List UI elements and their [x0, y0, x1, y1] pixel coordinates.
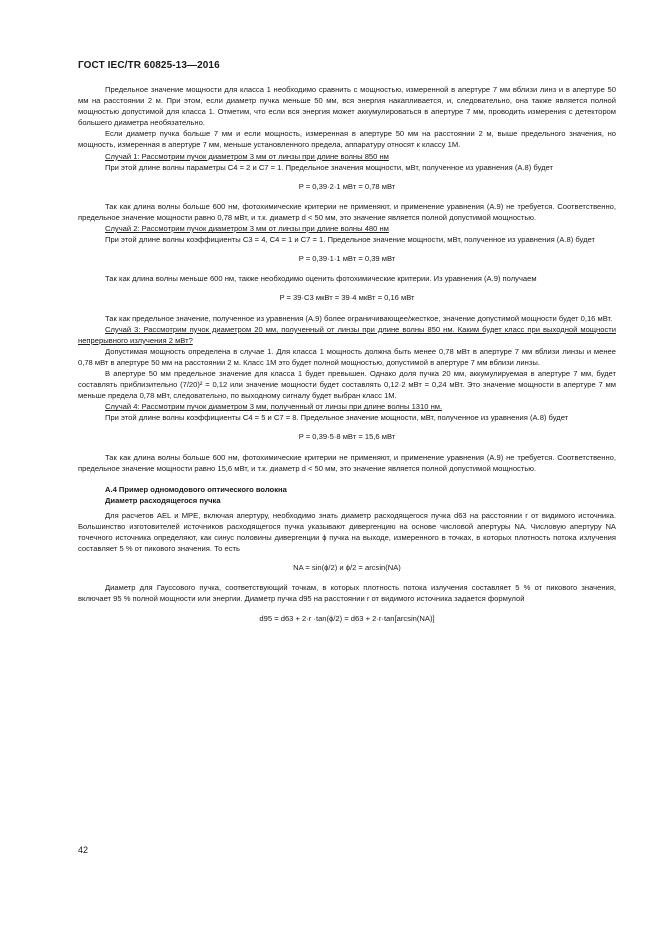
paragraph: Допустимая мощность определена в случае 1. Для класса 1 мощность должна быть менее 0,78 мВт в апертуре 7 мм вблизи линзы и менее 0,78 мВт в апертуре 50 мм на расстоянии 2 м. Класс 1М это будет полной мощностью, допустимой в апертуре 7 мм вблизи линзы. [78, 346, 616, 367]
section-heading: А.4 Пример одномодового оптического волокна [105, 484, 287, 494]
paragraph: Так как длина волны меньше 600 нм, также необходимо оценить фотохимические критерии. Из уравнения (А.9) получаем [105, 274, 537, 284]
formula: P = 0,39·2·1 мВт = 0,78 мВт [298, 181, 396, 191]
formula: P = 0,39·5·8 мВт = 15,6 мВт [298, 432, 396, 442]
formula: d95 = d63 + 2·r ·tan(ϕ/2) = d63 + 2·r·tan[arcsin(NA)] [259, 613, 435, 623]
paragraph: Диаметр для Гауссового пучка, соответствующий точкам, в которых плотность потока излучения составляет 5 % от пикового значения, включает 95 % полной мощности или энергии. Диаметр пучка d95 на расстоянии r от видимого источника задается формулой [78, 583, 616, 604]
formula: NA = sin(ϕ/2) и ϕ/2 = arcsin(NA) [293, 563, 401, 573]
page-number: 42 [78, 845, 89, 855]
case-title: Случай 2: Рассмотрим пучок диаметром 3 мм от линзы при длине волны 480 нм [105, 224, 389, 234]
case-title: Случай 3: Рассмотрим пучок диаметром 20 мм, полученный от линзы при длине волны 850 нм. Каким будет класс при выходной мощности непрерывного излучения 2 мВт? [78, 324, 616, 345]
formula: P = 0,39·1·1 мВт = 0,39 мВт [298, 254, 396, 264]
case-title: Случай 1: Рассмотрим пучок диаметром 3 мм от линзы при длине волны 850 нм [105, 151, 389, 161]
section-subheading: Диаметр расходящегося пучка [105, 495, 221, 505]
paragraph: При этой длине волны коэффициенты C4 = 5 и C7 = 8. Предельное значение мощности, мВт, полученное из уравнения (А.8) будет [105, 413, 569, 423]
paragraph: Предельное значение мощности для класса 1 необходимо сравнить с мощностью, измеренной в апертуре 7 мм вблизи линз и в апертуре 50 мм на расстоянии 2 м. При этом, если диаметр пучка меньше 50 мм, вся энергия накапливается, и, следовательно, она также является полной мощностью допустимой для класса 1. Отметим, что если вся энергия может аккумулироваться в апертуре 7 мм, проводить измерения с детектором большего диаметра необязательно. [78, 85, 616, 128]
body-text [78, 84, 616, 633]
paragraph: Так как длина волны больше 600 нм, фотохимические критерии не применяют, и применение уравнения (А.9) не требуется. Соответственно, предельное значение мощности равно 15,6 мВт, и т.к. диаметр d < 50 мм, это значение является полной допустимой мощностью. [78, 452, 616, 473]
paragraph: При этой длине волны параметры C4 = 2 и C7 = 1. Предельное значения мощности, мВт, полученное из уравнения (А.8) будет [105, 162, 553, 172]
paragraph: При этой длине волны коэффициенты C3 = 4, C4 = 1 и C7 = 1. Предельное значение мощности, мВт, полученное из уравнения (А.8) будет [105, 235, 595, 245]
case-title: Случай 4: Рассмотрим пучок диаметром 3 мм, полученный от линзы при длине волны 1310 нм. [105, 402, 443, 412]
paragraph: Так как длина волны больше 600 нм, фотохимические критерии не применяют, и применение уравнения (А.9) не требуется. Соответственно, предельное значение мощности равно 0,78 мВт, и т.к. диаметр d < 50 мм, это значение является полной допустимой мощностью. [78, 201, 616, 222]
paragraph: Так как предельное значение, полученное из уравнения (А.9) более ограничивающее/жесткое, значение допустимой мощности будет 0,16 мВт. [105, 313, 613, 323]
paragraph: Если диаметр пучка больше 7 мм и если мощность, измеренная в апертуре 50 мм на расстоянии 2 м, выше предельного значения, но мощность, измеренная в апертуре 7 мм, меньше установленного предела, аппаратуру относят к классу 1М. [78, 129, 616, 150]
formula: P = 39·C3 мкВт = 39·4 мкВт = 0,16 мВт [279, 293, 415, 303]
page-header: ГОСТ IEC/TR 60825-13—2016 [78, 60, 220, 71]
paragraph: Для расчетов AEL и MPE, включая апертуру, необходимо знать диаметр расходящегося пучка d63 на расстоянии r от видимого источника. Большинство изготовителей источников расходящегося пучка указывают дивергенцию на основе числовой апертуры NA. Числовую апертуру NA точечного источника определяют, как синус половины дивергенции ϕ пучка на выходе, измеренного в точках, в которых плотность потока излучения составляет 5 % от пикового значения. То есть [78, 510, 616, 554]
paragraph: В апертуре 50 мм предельное значение для класса 1 будет превышен. Однако доля пучка 20 мм, аккумулируемая в апертуре 7 мм, будет составлять приблизительно (7/20)² = 0,12 или значение мощности будет составлять 0,12·2 мВт = 0,24 мВт. Это значение мощности в апертуре 7 мм меньше предела 0,78 мВт, следовательно, по выходному сигналу будет выбран класс 1М. [78, 368, 616, 401]
